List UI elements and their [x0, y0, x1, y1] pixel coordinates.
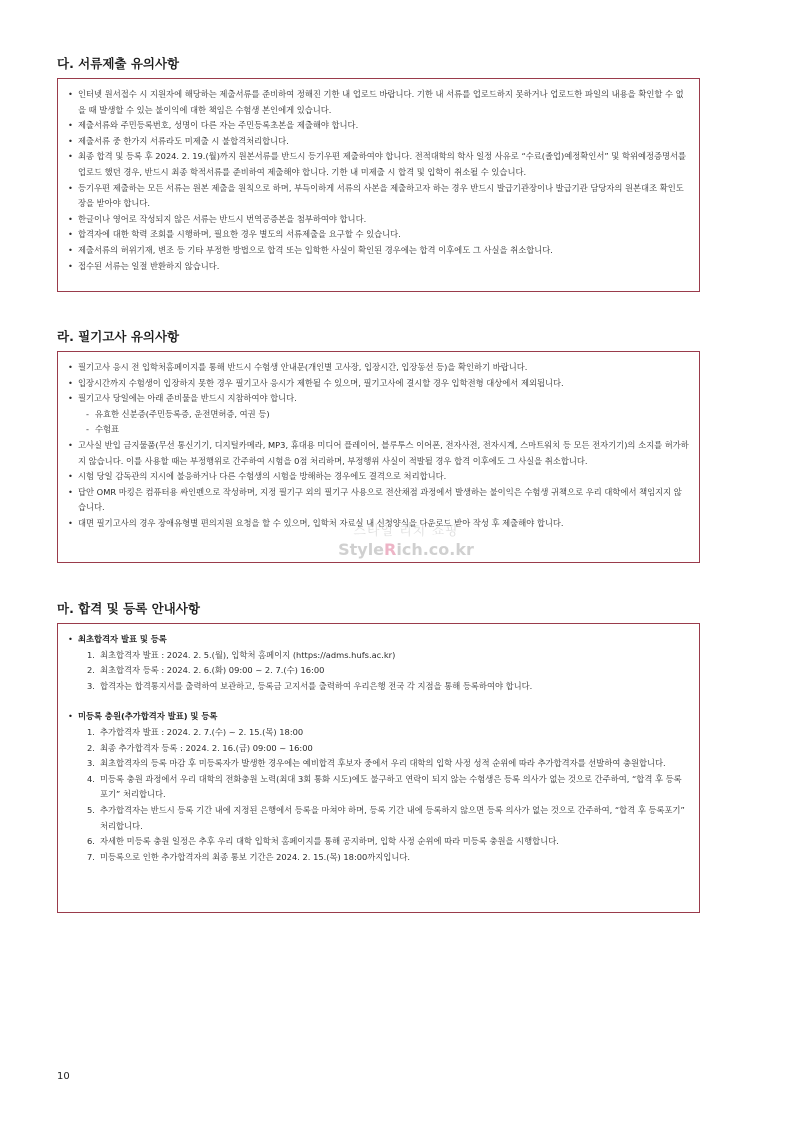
watermark-brand-part: Style [338, 540, 385, 559]
notice-list [68, 87, 689, 274]
item-text: 최초합격자 등록 : 2024. 2. 6.(화) 09:00 ~ 2. 7.(수) 16:00 [100, 665, 325, 676]
list-item: • 인터넷 원서접수 시 지원자에 해당하는 제출서류를 준비하여 정해진 기한 내 업로드 바랍니다. 기한 내 서류를 업로드하지 못하거나 업로드한 파일의 내용을 확인할 수 없을 때 발생할 수 있는 불이익에 대한 책임은 수험생 본인에게 있습니다. [68, 87, 689, 118]
item-text: 추가합격자 발표 : 2024. 2. 7.(수) ~ 2. 15.(목) 18:00 [100, 726, 304, 737]
sub-item-text: 수험표 [95, 424, 120, 435]
list-item: • 대면 필기고사의 경우 장애유형별 편의지원 요청을 할 수 있으며, 입학처 자료실 내 신청양식을 다운로드 받아 작성 후 제출해야 합니다. [68, 516, 689, 532]
item-text: 자세한 미등록 충원 일정은 추후 우리 대학 입학처 홈페이지를 통해 공지하며, 입학 사정 순위에 따라 미등록 충원을 시행합니다. [100, 836, 559, 847]
item-number: 5. [87, 804, 95, 815]
numbered-item [68, 725, 689, 741]
item-number: 1. [87, 726, 95, 737]
section-title: 다. 서류제출 유의사항 [57, 56, 180, 71]
numbered-item [68, 850, 689, 866]
item-number: 1. [87, 649, 95, 660]
item-number: 2. [87, 742, 95, 753]
item-number: 7. [87, 851, 95, 862]
item-text: 최종 추가합격자 등록 : 2024. 2. 16.(금) 09:00 ~ 16:00 [100, 742, 313, 753]
group-title: • 최초합격자 발표 및 등록 [68, 632, 689, 648]
section-written-exam [57, 329, 700, 563]
numbered-item [68, 772, 689, 803]
numbered-item [68, 663, 689, 679]
item-text: 추가합격자는 반드시 등록 기간 내에 지정된 은행에서 등록을 마쳐야 하며, 등록 기간 내에 등록하지 않으면 등록 의사가 없는 것으로 간주하여, “합격 후 등록포기” 처리합니다. [100, 804, 685, 831]
sub-list-item [68, 422, 689, 438]
notice-list [68, 360, 689, 532]
list-item: • 필기고사 당일에는 아래 준비물을 반드시 지참하여야 합니다. [68, 391, 689, 407]
item-text: 최초합격자 발표 : 2024. 2. 5.(월), 입학처 홈페이지 (https://adms.hufs.ac.kr) [100, 649, 396, 660]
notice-box [57, 351, 700, 563]
watermark-tagline: 스타일 리치 쇼핑 [353, 524, 459, 539]
item-text: 최초합격자의 등록 마감 후 미등록자가 발생한 경우에는 예비합격 후보자 중에서 우리 대학의 입학 사정 성적 순위에 따라 추가합격자를 선발하여 충원합니다. [100, 758, 666, 769]
list-item: • 접수된 서류는 일절 반환하지 않습니다. [68, 259, 689, 275]
numbered-item [68, 834, 689, 850]
list-item: • 답안 OMR 마킹은 컴퓨터용 싸인펜으로 작성하며, 지정 필기구 외의 필기구 사용으로 전산채점 과정에서 발생하는 불이익은 수험생 귀책으로 우리 대학에서 책임지지 않습니다. [68, 485, 689, 516]
list-item: • 입장시간까지 수험생이 입장하지 못한 경우 필기고사 응시가 제한될 수 있으며, 필기고사에 결시할 경우 입학전형 대상에서 제외됩니다. [68, 376, 689, 392]
dash-marker: - [86, 424, 89, 435]
section-title: 라. 필기고사 유의사항 [57, 329, 180, 344]
section-admission-registration [57, 601, 700, 913]
list-item: • 필기고사 응시 전 입학처홈페이지를 통해 반드시 수험생 안내문(개인별 고사장, 입장시간, 입장동선 등)을 확인하기 바랍니다. [68, 360, 689, 376]
watermark-brand-accent: R [384, 540, 397, 559]
notice-box [57, 623, 700, 913]
item-text: 미등록 충원 과정에서 우리 대학의 전화충원 노력(최대 3회 통화 시도)에도 불구하고 연락이 되지 않는 수험생은 등록 의사가 없는 것으로 간주하여, “합격 후 등록포기” 처리합니다. [100, 773, 682, 800]
notice-box [57, 78, 700, 292]
list-item: • 합격자에 대한 학력 조회를 시행하며, 필요한 경우 별도의 서류제출을 요구할 수 있습니다. [68, 227, 689, 243]
item-number: 3. [87, 758, 95, 769]
numbered-item [68, 679, 689, 695]
numbered-item [68, 803, 689, 834]
spacer [68, 694, 689, 709]
sub-item-text: 유효한 신분증(주민등록증, 운전면허증, 여권 등) [95, 408, 270, 419]
list-item: • 등기우편 제출하는 모든 서류는 원본 제출을 원칙으로 하며, 부득이하게 서류의 사본을 제출하고자 하는 경우 반드시 발급기관장이나 발급기관 담당자의 원본대조 확인도장을 받아야 합니다. [68, 181, 689, 212]
list-item: • 시험 당일 감독관의 지시에 불응하거나 다른 수험생의 시험을 방해하는 경우에도 결격으로 처리합니다. [68, 469, 689, 485]
page-number: 10 [57, 1071, 70, 1082]
section-title: 마. 합격 및 등록 안내사항 [57, 601, 200, 616]
list-item: • 제출서류 중 한가지 서류라도 미제출 시 불합격처리합니다. [68, 134, 689, 150]
list-item: • 제출서류의 허위기재, 변조 등 기타 부정한 방법으로 합격 또는 입학한 사실이 확인된 경우에는 합격 이후에도 그 사실을 취소합니다. [68, 243, 689, 259]
numbered-item [68, 648, 689, 664]
item-number: 4. [87, 773, 95, 784]
item-text: 합격자는 합격통지서를 출력하여 보관하고, 등록금 고지서를 출력하여 우리은행 전국 각 지점을 통해 등록하여야 합니다. [100, 680, 533, 691]
item-number: 6. [87, 836, 95, 847]
sub-list-item [68, 407, 689, 423]
list-item: • 최종 합격 및 등록 후 2024. 2. 19.(월)까지 원본서류를 반드시 등기우편 제출하여야 합니다. 전적대학의 학사 일정 사유로 “수료(졸업)예정확인서” 및 학위예정증명서를 업로드 했던 경우, 반드시 최종 학적서류를 준비하여 제출해야 합니다. 기한 내 미제출 시 합격 및 입학이 취소될 수 있습니다. [68, 149, 689, 180]
item-number: 2. [87, 665, 95, 676]
item-text: 미등록으로 인한 추가합격자의 최종 통보 기간은 2024. 2. 15.(목) 18:00까지입니다. [100, 851, 411, 862]
list-item: • 한글이나 영어로 작성되지 않은 서류는 반드시 번역공증본을 첨부하여야 합니다. [68, 212, 689, 228]
numbered-item [68, 741, 689, 757]
list-item: • 고사실 반입 금지물품(무선 통신기기, 디지털카메라, MP3, 휴대용 미디어 플레이어, 블루투스 이어폰, 전자사전, 전자시계, 스마트워치 등 모든 전자기기)의 소지를 허가하지 않습니다. 이를 사용할 때는 부정행위로 간주하여 시험을 0점 처리하며, 부정행위 사실이 적발될 경우 합격 이후에도 그 사실을 취소합니다. [68, 438, 689, 469]
section-document-submission [57, 56, 700, 292]
list-item: • 제출서류와 주민등록번호, 성명이 다른 자는 주민등록초본을 제출해야 합니다. [68, 118, 689, 134]
dash-marker: - [86, 408, 89, 419]
watermark-brand-part: ich.co.kr [396, 540, 474, 559]
group-title: • 미등록 충원(추가합격자 발표) 및 등록 [68, 709, 689, 725]
numbered-item [68, 756, 689, 772]
item-number: 3. [87, 680, 95, 691]
